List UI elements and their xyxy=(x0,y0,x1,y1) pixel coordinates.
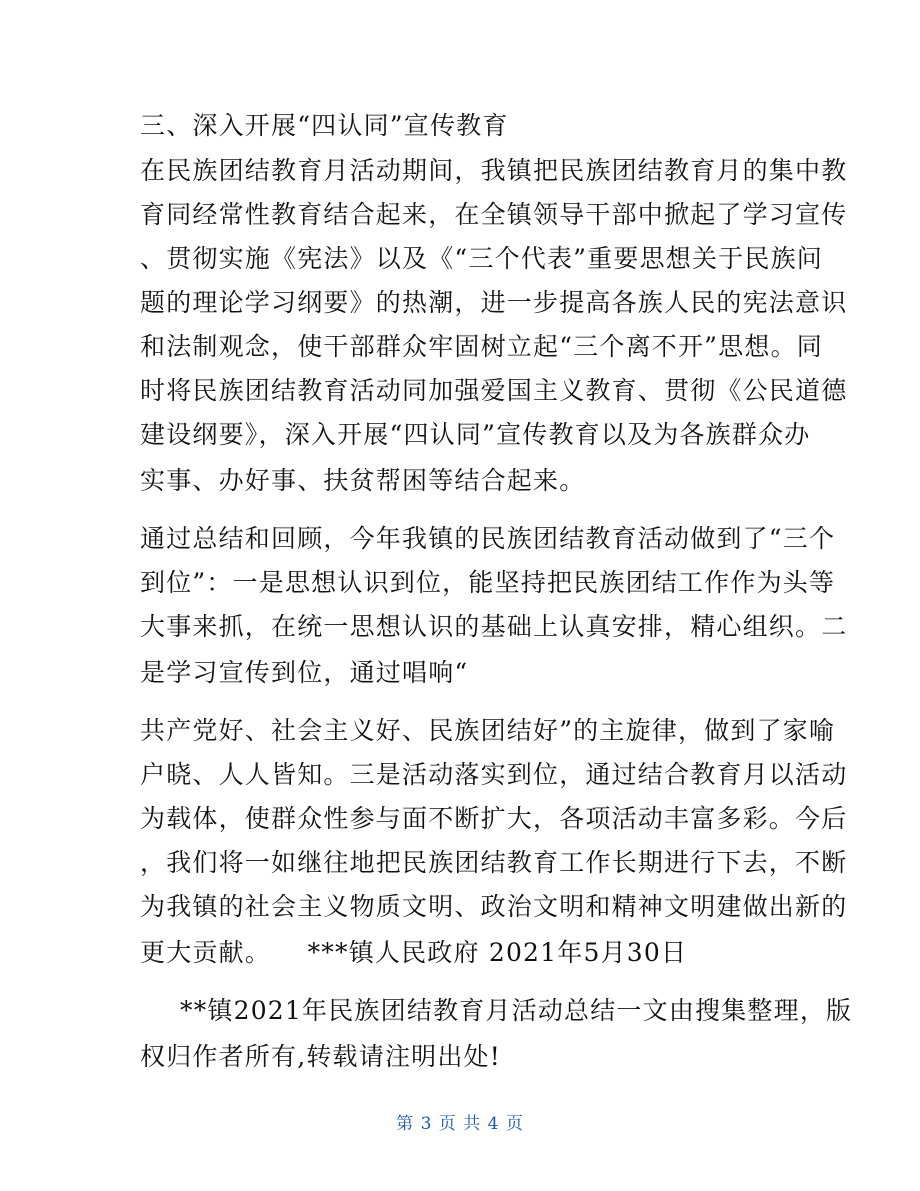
paragraph-line: 育同经常性教育结合起来，在全镇领导干部中掀起了学习宣传 xyxy=(140,200,848,229)
section-heading: 三、深入开展“四认同”宣传教育 xyxy=(140,111,509,140)
copyright-note: **镇2021年民族团结教育月活动总结一文由搜集整理，版 xyxy=(180,996,853,1025)
paragraph-line: 户晓、人人皆知。三是活动落实到位，通过结合教育月以活动 xyxy=(140,760,848,789)
paragraph-line: 在民族团结教育月活动期间，我镇把民族团结教育月的集中教 xyxy=(140,156,848,185)
paragraph-line: 题的理论学习纲要》的热潮，进一步提高各族人民的宪法意识 xyxy=(140,288,848,317)
paragraph-line: 共产党好、社会主义好、民族团结好”的主旋律，做到了家喻 xyxy=(140,716,836,745)
paragraph-line: ，我们将一如继往地把民族团结教育工作长期进行下去，不断 xyxy=(140,848,848,877)
paragraph-line: 为我镇的社会主义物质文明、政治文明和精神文明建做出新的 xyxy=(140,892,848,921)
paragraph-line: 实事、办好事、扶贫帮困等结合起来。 xyxy=(140,466,586,495)
paragraph-line: 到位”：一是思想认识到位，能坚持把民族团结工作作为头等 xyxy=(140,568,836,597)
paragraph-line: 为载体，使群众性参与面不断扩大，各项活动丰富多彩。今后 xyxy=(140,804,848,833)
paragraph-line: 大事来抓，在统一思想认识的基础上认真安排，精心组织。二 xyxy=(140,612,848,641)
page-number: 第 3 页 共 4 页 xyxy=(396,1114,524,1134)
paragraph-line: 时将民族团结教育活动同加强爱国主义教育、贯彻《公民道德 xyxy=(140,376,848,405)
copyright-note: 权归作者所有,转载请注明出处! xyxy=(140,1042,501,1071)
paragraph-line: 和法制观念，使干部群众牢固树立起“三个离不开”思想。同 xyxy=(140,332,823,361)
paragraph-line: 通过总结和回顾，今年我镇的民族团结教育活动做到了“三个 xyxy=(140,524,836,553)
paragraph-line: 是学习宣传到位，通过唱响“ xyxy=(140,658,469,687)
paragraph-line: 、贯彻实施《宪法》以及《“三个代表”重要思想关于民族问 xyxy=(140,244,823,273)
paragraph-line: 建设纲要》，深入开展“四认同”宣传教育以及为各族群众办 xyxy=(140,420,811,449)
signature-line: 更大贡献。 ***镇人民政府 2021年5月30日 xyxy=(140,938,688,967)
